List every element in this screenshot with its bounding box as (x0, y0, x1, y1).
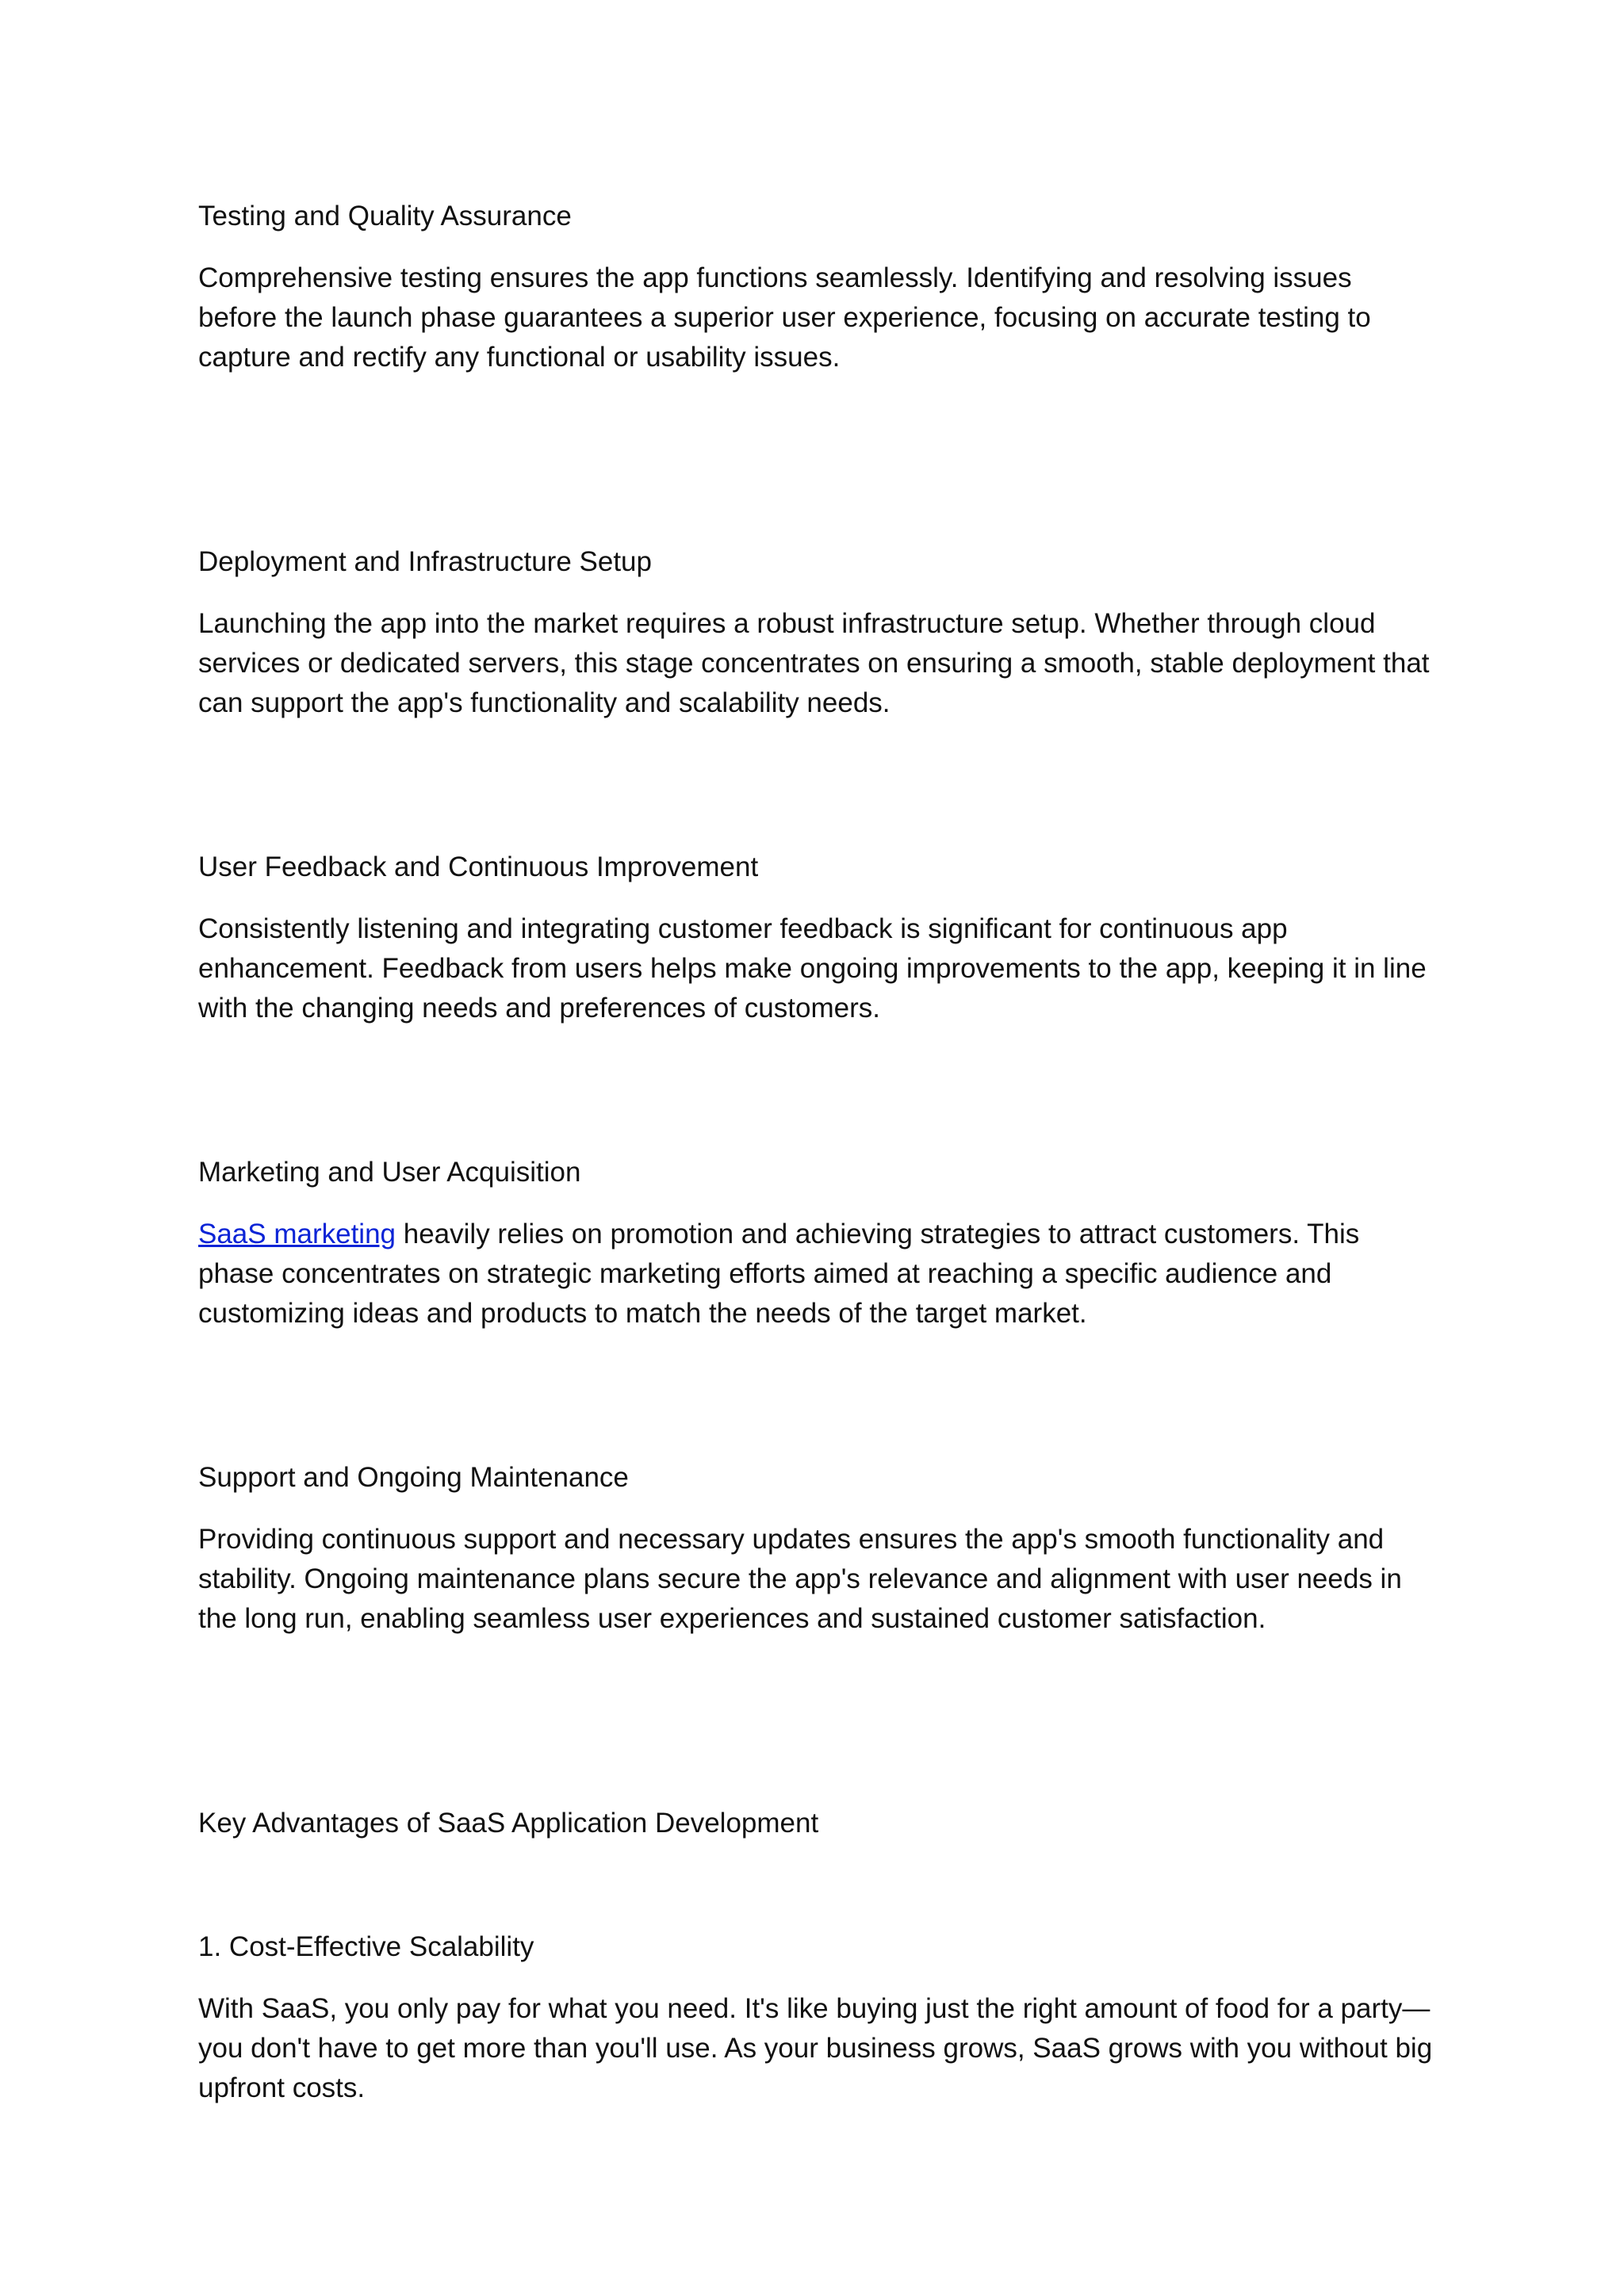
section-body-testing: Comprehensive testing ensures the app functions seamlessly. Identifying and resolving issues before the launch phase guarantees a superior user experience, focusing on accurate testing to capture and rectify any functional or usability issues. (198, 262, 1371, 373)
section-body-deployment: Launching the app into the market requires a robust infrastructure setup. Whether through cloud services or dedicated servers, this stage concentrates on ensuring a smooth, stable deployment that can support the app's functionality and scalability needs. (198, 608, 1430, 718)
section-body-support: Providing continuous support and necessary updates ensures the app's smooth functionality and stability. Ongoing maintenance plans secure the app's relevance and alignment with user needs in the long run, enabling seamless user experiences and sustained customer satisfaction. (198, 1524, 1402, 1634)
section-heading-deployment: Deployment and Infrastructure Setup (198, 546, 652, 577)
advantages-heading: Key Advantages of SaaS Application Development (198, 1808, 819, 1839)
section-heading-support: Support and Ongoing Maintenance (198, 1462, 629, 1493)
section-body-marketing (198, 1215, 1435, 1334)
advantage-title-cost-effective: 1. Cost-Effective Scalability (198, 1931, 534, 1962)
saas-marketing-link[interactable]: SaaS marketing (198, 1219, 396, 1249)
section-heading-feedback: User Feedback and Continuous Improvement (198, 851, 759, 882)
advantage-body-cost-effective: With SaaS, you only pay for what you need. It's like buying just the right amount of food for a party—you don't have to get more than you'll use. As your business grows, SaaS grows with you without big upfront costs. (198, 1993, 1433, 2103)
section-body-marketing-text: heavily relies on promotion and achieving strategies to attract customers. This phase concentrates on strategic marketing efforts aimed at reaching a specific audience and customizing ideas and products to match the needs of the target market. (198, 1219, 1360, 1329)
section-heading-testing: Testing and Quality Assurance (198, 201, 572, 232)
section-body-feedback: Consistently listening and integrating customer feedback is significant for continuous app enhancement. Feedback from users helps make ongoing improvements to the app, keeping it in line with the changing needs and preferences of customers. (198, 913, 1427, 1024)
section-heading-marketing: Marketing and User Acquisition (198, 1157, 581, 1188)
